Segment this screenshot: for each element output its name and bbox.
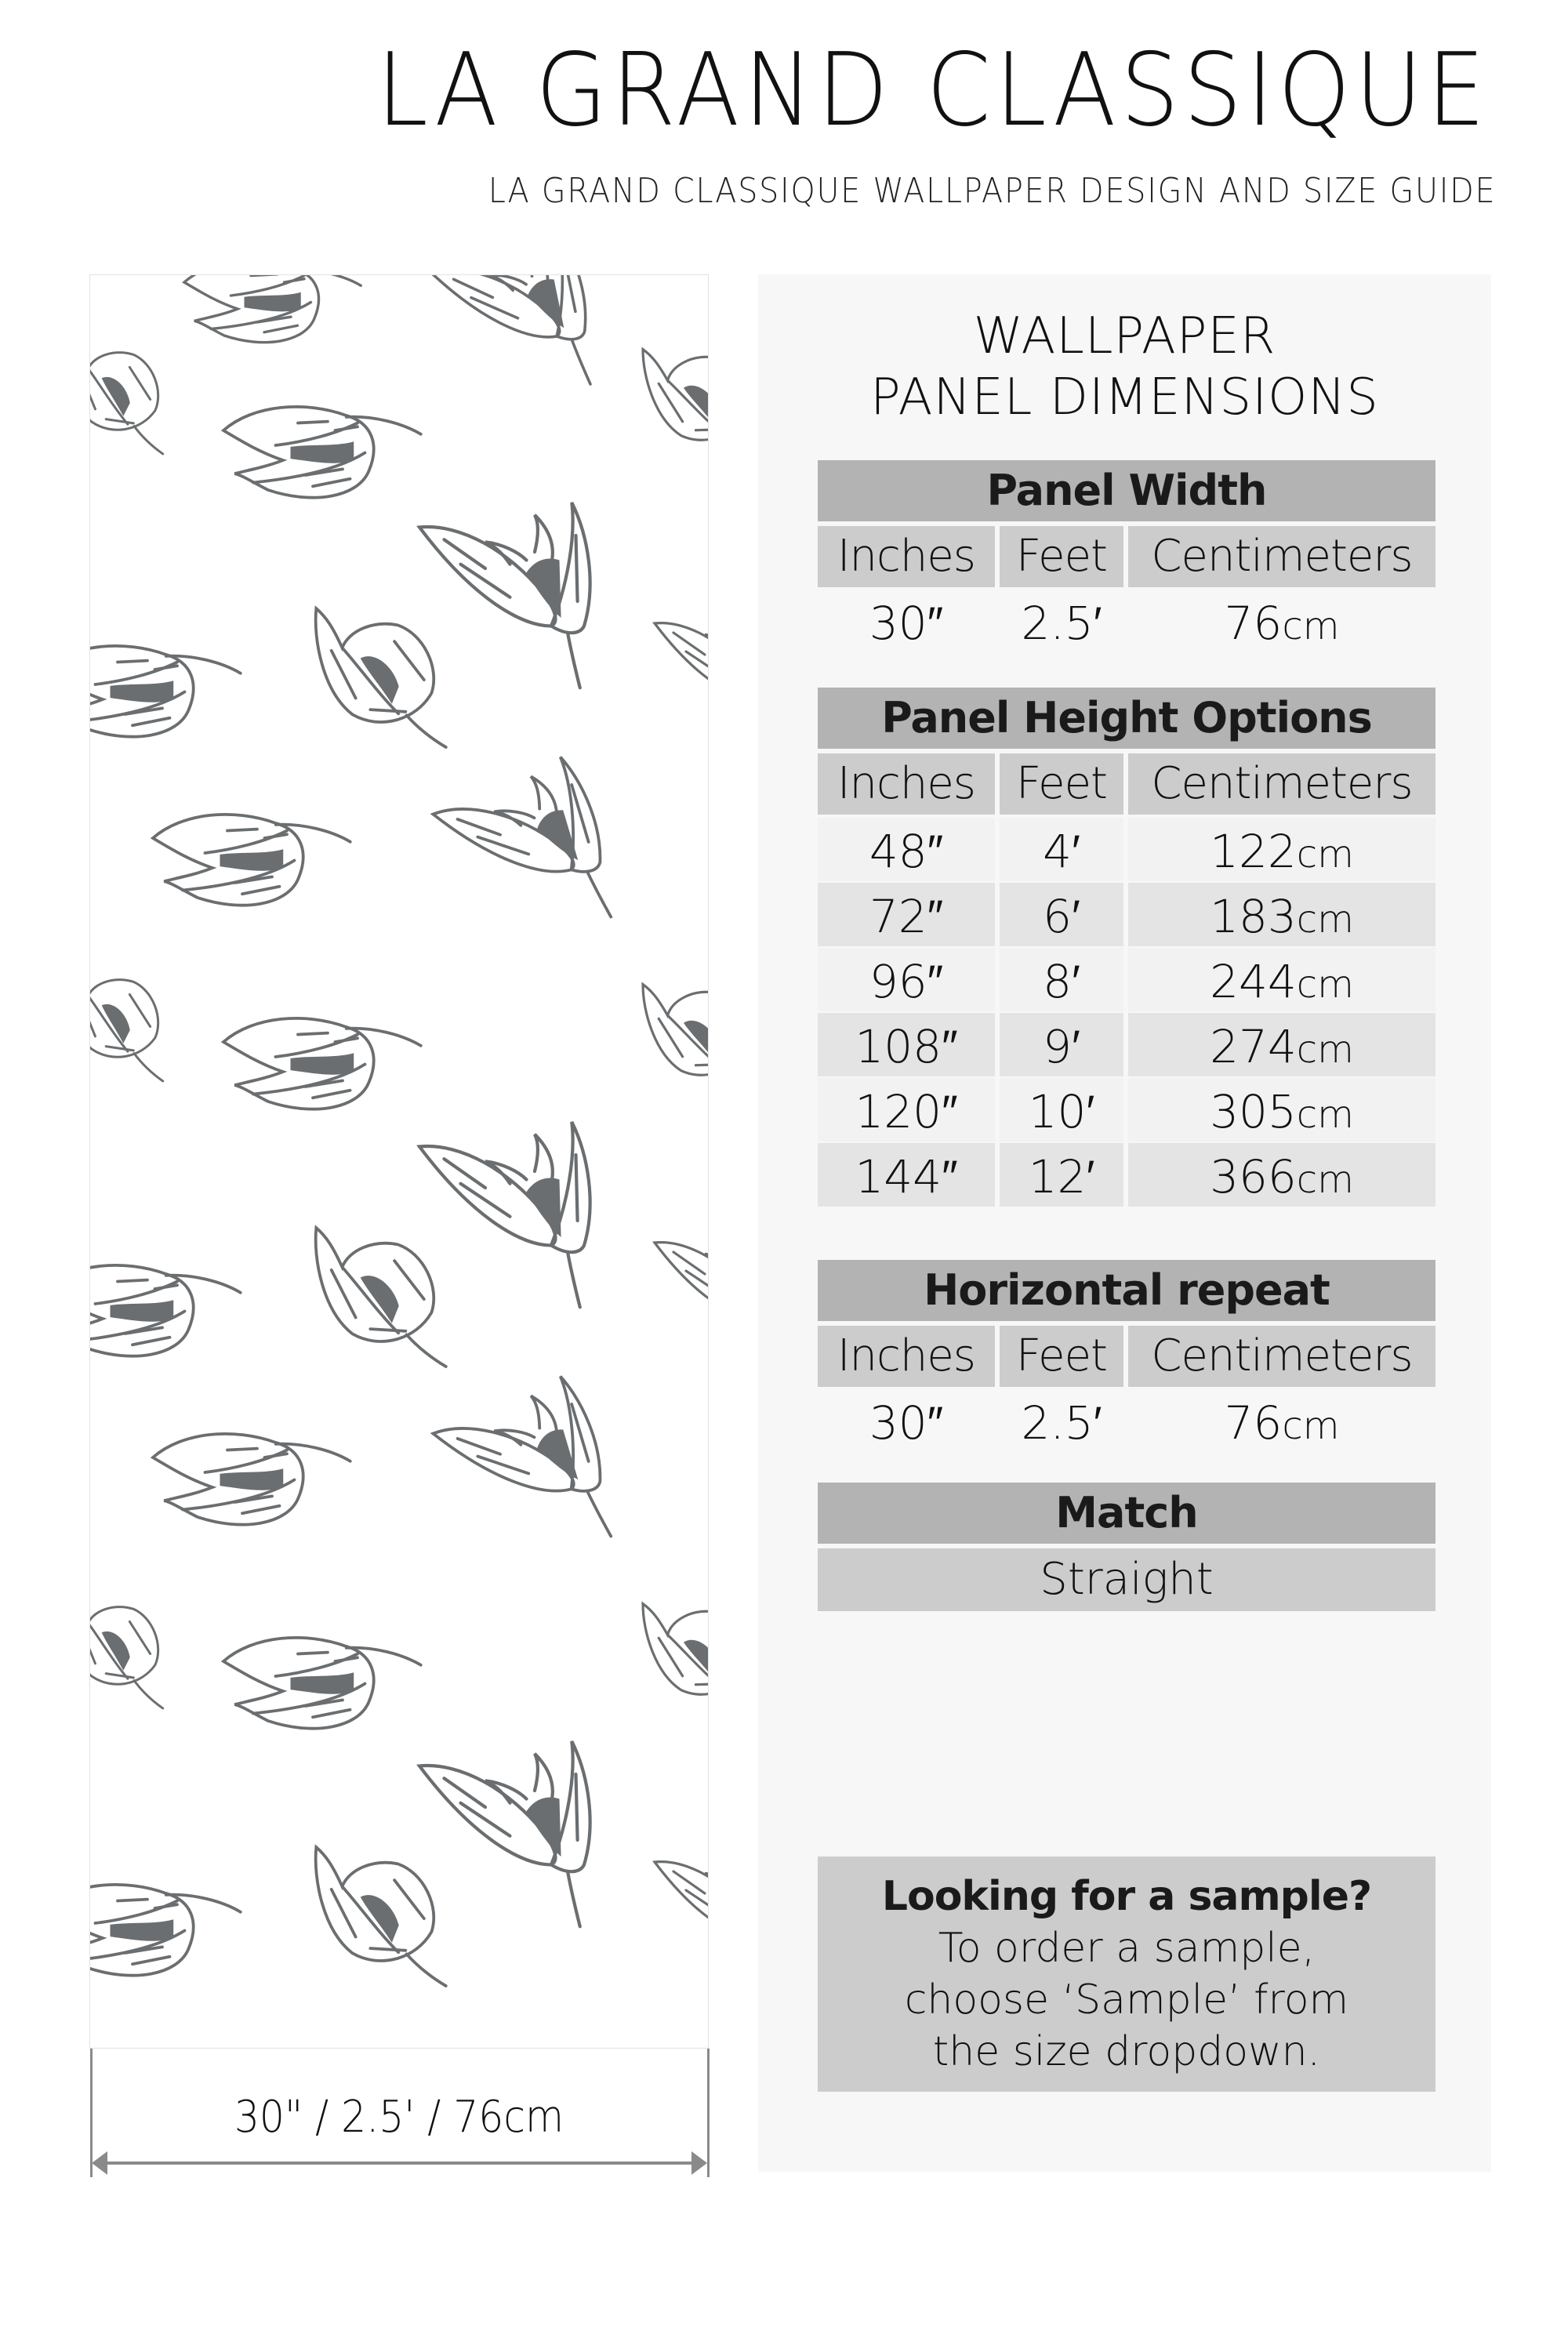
panel-width-table — [818, 460, 1436, 652]
col-header-feet: Feet — [1000, 1326, 1123, 1387]
cm-number: 76 — [1224, 597, 1283, 650]
col-header-centimeters: Centimeters — [1128, 526, 1436, 587]
column-header-row — [818, 753, 1436, 815]
title-line-1: WALLPAPER — [973, 307, 1276, 365]
value-inches: 30″ — [869, 597, 944, 650]
value-centimeters — [1128, 948, 1436, 1011]
double-arrow-icon — [92, 2151, 707, 2175]
value-feet: 8′ — [1000, 948, 1123, 1011]
col-header-inches: Inches — [818, 526, 995, 587]
sample-heading: Looking for a sample? — [881, 1873, 1372, 1920]
wallpaper-pattern-preview — [89, 274, 709, 2049]
table-row — [818, 587, 1436, 652]
value-inches: 108″ — [818, 1013, 995, 1076]
value-centimeters — [1128, 883, 1436, 946]
cm-number: 274 — [1210, 1020, 1297, 1073]
value-centimeters — [1128, 1013, 1436, 1076]
table-row — [818, 1143, 1436, 1208]
table-row — [818, 818, 1436, 883]
value-inches: 30″ — [869, 1396, 944, 1450]
col-header-feet: Feet — [1000, 526, 1123, 587]
value-feet: 2.5′ — [1021, 597, 1102, 650]
value-centimeters — [1128, 1387, 1436, 1451]
cm-number: 122 — [1210, 825, 1297, 878]
horizontal-repeat-heading: Horizontal repeat — [818, 1260, 1436, 1321]
col-header-feet: Feet — [1000, 753, 1123, 815]
panel-dimensions-card — [758, 274, 1491, 2172]
floral-pattern-illustration — [90, 275, 709, 2049]
value-inches: 144″ — [818, 1143, 995, 1207]
column-header-row — [818, 526, 1436, 587]
value-centimeters — [1128, 818, 1436, 881]
dimension-bracket-right — [707, 2049, 710, 2177]
panel-height-table — [818, 688, 1436, 1208]
value-feet: 12′ — [1000, 1143, 1123, 1207]
value-feet: 6′ — [1000, 883, 1123, 946]
panel-width-dimension-label: 30" / 2.5' / 76cm — [234, 2092, 564, 2143]
value-inches: 72″ — [818, 883, 995, 946]
value-centimeters — [1128, 1143, 1436, 1207]
match-value: Straight — [818, 1548, 1436, 1611]
col-header-inches: Inches — [818, 1326, 995, 1387]
value-centimeters — [1128, 587, 1436, 652]
page-subtitle: LA GRAND CLASSIQUE WALLPAPER DESIGN AND SIZE GUIDE — [488, 171, 1496, 211]
cm-unit: cm — [1296, 1028, 1354, 1072]
match-heading: Match — [818, 1483, 1436, 1544]
panel-height-heading: Panel Height Options — [818, 688, 1436, 749]
value-feet: 2.5′ — [1021, 1396, 1102, 1450]
cm-number: 305 — [1210, 1085, 1297, 1138]
cm-unit: cm — [1282, 604, 1340, 648]
col-header-centimeters: Centimeters — [1128, 1326, 1436, 1387]
cm-number: 244 — [1210, 955, 1297, 1008]
cm-unit: cm — [1296, 833, 1354, 877]
cm-unit: cm — [1296, 963, 1354, 1007]
panel-width-heading: Panel Width — [818, 460, 1436, 521]
value-inches: 48″ — [818, 818, 995, 881]
cm-unit: cm — [1296, 898, 1354, 942]
table-row — [818, 1013, 1436, 1078]
title-line-2: PANEL DIMENSIONS — [870, 368, 1379, 426]
value-inches: 120″ — [818, 1078, 995, 1142]
table-row — [818, 1387, 1436, 1451]
column-header-row — [818, 1326, 1436, 1387]
col-header-centimeters: Centimeters — [1128, 753, 1436, 815]
col-header-inches: Inches — [818, 753, 995, 815]
table-row — [818, 883, 1436, 948]
cm-unit: cm — [1282, 1404, 1340, 1448]
cm-unit: cm — [1296, 1158, 1354, 1202]
sample-info-box — [818, 1857, 1436, 2092]
brand-title: LA GRAND CLASSIQUE — [376, 32, 1490, 149]
value-inches: 96″ — [818, 948, 995, 1011]
cm-number: 76 — [1224, 1396, 1283, 1450]
value-feet: 9′ — [1000, 1013, 1123, 1076]
panel-dimensions-title — [758, 306, 1491, 428]
sample-instructions: To order a sample, choose ‘Sample’ from the size dropdown. — [904, 1925, 1349, 2075]
match-table — [818, 1483, 1436, 1611]
cm-number: 183 — [1210, 890, 1297, 943]
cm-number: 366 — [1210, 1150, 1297, 1203]
cm-unit: cm — [1296, 1093, 1354, 1137]
horizontal-repeat-table — [818, 1260, 1436, 1451]
value-feet: 10′ — [1000, 1078, 1123, 1142]
table-row — [818, 948, 1436, 1013]
table-row — [818, 1078, 1436, 1143]
value-feet: 4′ — [1000, 818, 1123, 881]
value-centimeters — [1128, 1078, 1436, 1142]
